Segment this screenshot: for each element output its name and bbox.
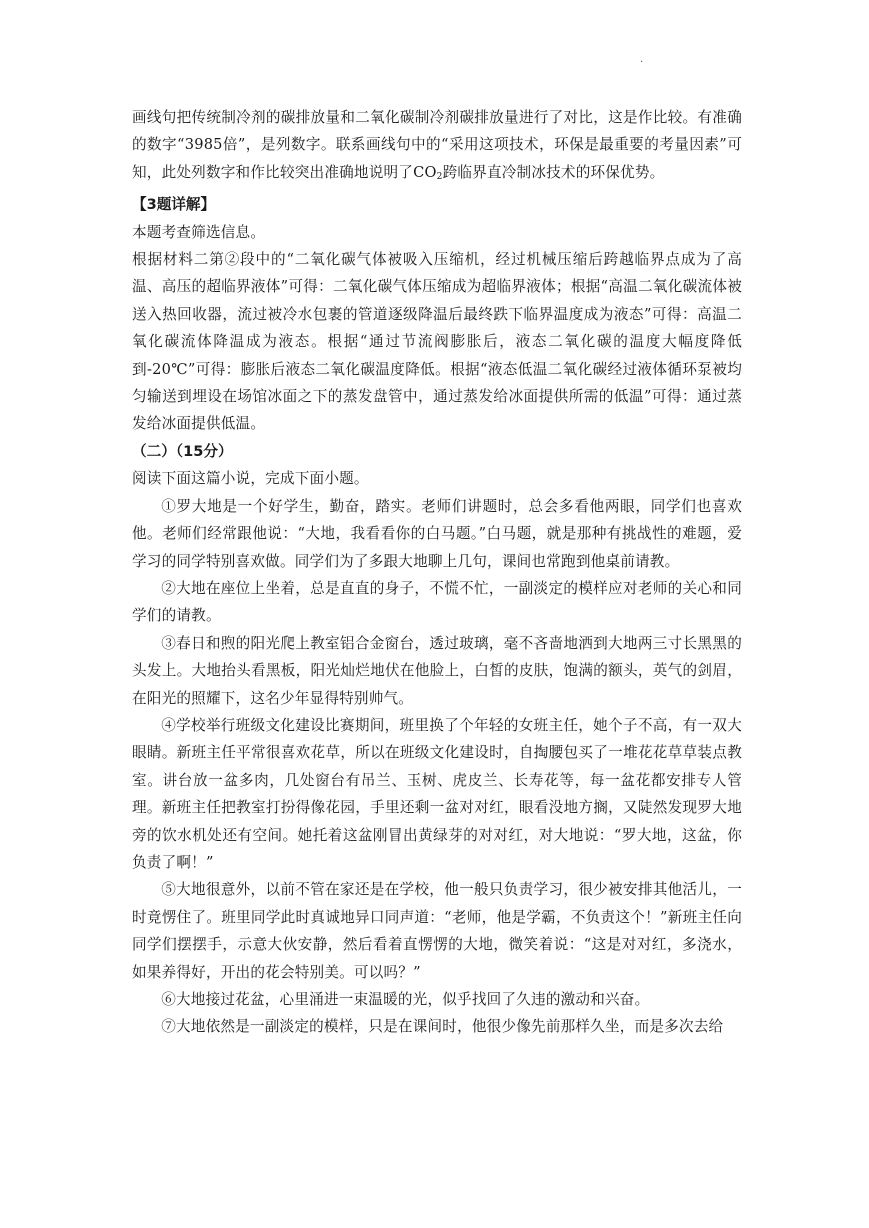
answer-paragraph-2: 本题考查筛选信息。 (132, 223, 266, 241)
instruction-text: 阅读下面这篇小说，完成下面小题。 (132, 470, 369, 488)
story-paragraph-1: ①罗大地是一个好学生，勤奋，踏实。老师们讲题时，总会多看他两眼，同学们也喜欢他。老师们经常跟他说：“大地，我看看你的白马题。”白马题，就是那种有挑战性的难题，爱学习的同学特别喜欢做。同学们为了多跟大地聊上几句，课间也常跑到他桌前请教。 (132, 497, 742, 570)
story-paragraph-7: ⑦大地依然是一副淡定的模样，只是在课间时，他很少像先前那样久坐，而是多次去给 (161, 1018, 724, 1036)
answer-paragraph-1 (132, 104, 742, 191)
story-paragraph-4: ④学校举行班级文化建设比赛期间，班里换了个年轻的女班主任，她个子不高，有一双大眼睛。新班主任平常很喜欢花草，所以在班级文化建设时，自掏腰包买了一堆花花草草装点教室。讲台放一盆多肉，几处窗台有吊兰、玉树、虎皮兰、长寿花等，每一盆花都安排专人管理。新班主任把教室打扮得像花园，手里还剩一盆对对红，眼看没地方搁，又陡然发现罗大地旁的饮水机处还有空间。她托着这盆刚冒出黄绿芽的对对红，对大地说：“罗大地，这盆，你负责了啊！” (132, 716, 742, 871)
story-paragraph-2: ②大地在座位上坐着，总是直直的身子，不慌不忙，一副淡定的模样应对老师的关心和同学们的请教。 (132, 579, 742, 625)
question-3-heading: 【3题详解】 (132, 196, 216, 214)
story-paragraph-3: ③春日和煦的阳光爬上教室铝合金窗台，透过玻璃，毫不吝啬地洒到大地两三寸长黑黑的头发上。大地抬头看黑板，阳光灿烂地伏在他脸上，白皙的皮肤，饱满的额头，英气的剑眉，在阳光的照耀下，这名少年显得特别帅气。 (132, 634, 742, 707)
story-paragraph-6: ⑥大地接过花盆，心里涌进一束温暖的光，似乎找回了久违的激动和兴奋。 (161, 991, 650, 1008)
answer-paragraph-3: 根据材料二第②段中的“二氧化碳气体被吸入压缩机，经过机械压缩后跨越临界点成为了高温、高压的超临界液体”可得：二氧化碳气体压缩成为超临界液体；根据“高温二氧化碳流体被送入热回收器，流过被冷水包裹的管道逐级降温后最终跌下临界温度成为液态”可得：高温二氧化碳流体降温成为液态。根据“通过节流阀膨胀后，液态二氧化碳的温度大幅度降低到-20℃”可得：膨胀后液态二氧化碳温度降低。根据“液态低温二氧化碳经过液体循环泵被均匀输送到埋设在场馆冰面之下的蒸发盘管中，通过蒸发给冰面提供所需的低温”可得：通过蒸发给冰面提供低温。 (132, 251, 742, 433)
section-heading: （二）（15分） (132, 442, 233, 460)
page-marker: . (640, 54, 644, 65)
answer-text-end: 跨临界直冷制冰技术的环保优势。 (442, 163, 665, 181)
story-paragraph-5: ⑤大地很意外，以前不管在家还是在学校，他一般只负责学习，很少被安排其他活儿，一时竟愣住了。班里同学此时真诚地异口同声道：“老师，他是学霸，不负责这个！”新班主任向同学们摆摆手，示意大伙安静，然后看着直愣愣的大地，微笑着说：“这是对对红，多浇水，如果养得好，开出的花会特别美。可以吗？” (132, 881, 742, 981)
document-body (132, 104, 742, 1041)
answer-text: 画线句把传统制冷剂的碳排放量和二氧化碳制冷剂碳排放量进行了对比，这是作比较。有准确的数字“3985倍”，是列数字。联系画线句中的“采用这项技术，环保是最重要的考量因素”可知，此处列数字和作比较突出准确地说明了CO (132, 109, 742, 181)
subscript: 2 (436, 171, 443, 182)
